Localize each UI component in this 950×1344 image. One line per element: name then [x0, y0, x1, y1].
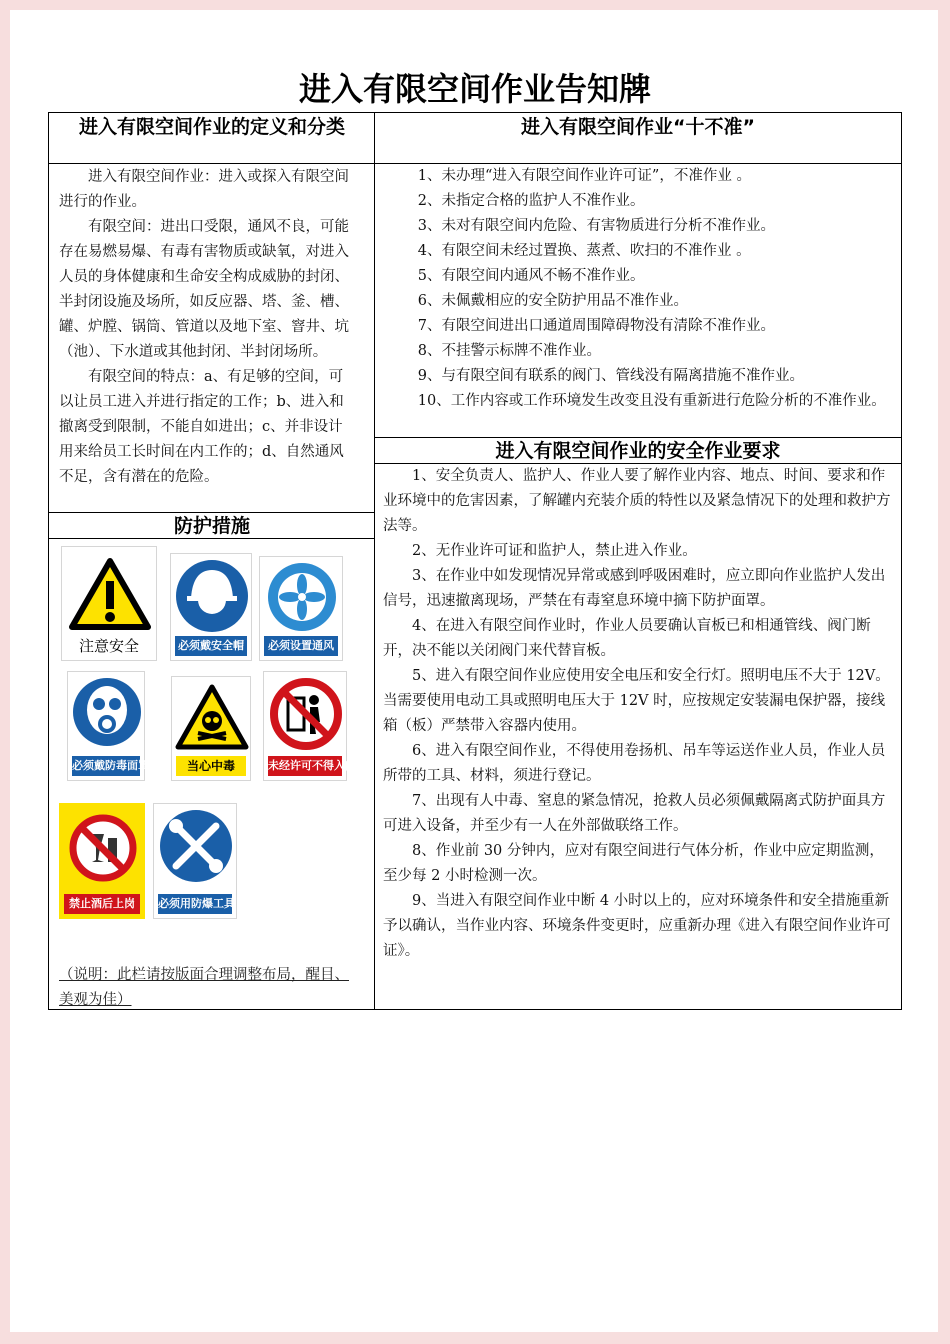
sign-caption: 必须戴防毒面罩 — [72, 756, 140, 776]
no-alcohol-icon — [60, 804, 146, 894]
requirement-item: 3、在作业中如发现情况异常或感到呼吸困难时，应立即向作业监护人发出信号，迅速撤离现场，严禁在有毒窒息环境中摘下防护面罩。 — [383, 568, 886, 609]
sign-caption: 当心中毒 — [176, 756, 246, 776]
sign-caption: 必须设置通风 — [264, 636, 338, 656]
gas-mask-icon — [68, 672, 146, 756]
requirement-item: 5、进入有限空间作业应使用安全电压和安全行灯。照明电压不大于 12V。当需要使用电动工具或照明电压大于 12V 时，应按规定安装漏电保护器，接线箱（板）严禁带入容器内使用。 — [383, 668, 890, 734]
rule-item: 3、未对有限空间内危险、有害物质进行分析不准作业。 — [417, 218, 776, 234]
sign-caption: 注意安全 — [78, 637, 139, 655]
requirement-item: 6、进入有限空间作业，不得使用卷扬机、吊车等运送作业人员，作业人员所带的工具、材料，须进行登记。 — [383, 743, 886, 784]
sign-no-entry — [263, 671, 356, 781]
layout-note: （说明：此栏请按版面合理调整布局，醒目、美观为佳） — [59, 967, 349, 1008]
fan-icon — [260, 557, 344, 637]
sign-helmet — [170, 553, 252, 661]
rule-item: 7、有限空间进出口通道周围障碍物没有清除不准作业。 — [417, 318, 776, 334]
sign-no-alcohol — [59, 803, 145, 919]
notice-table — [48, 112, 902, 1010]
tools-icon — [154, 804, 238, 894]
right-section-divider — [375, 437, 901, 438]
requirement-item: 2、无作业许可证和监护人，禁止进入作业。 — [412, 543, 697, 559]
requirement-item: 4、在进入有限空间作业时，作业人员要确认盲板已和相通管线、阀门断开，决不能以关闭阀门来代替盲板。 — [383, 618, 871, 659]
requirement-item: 7、出现有人中毒、窒息的紧急情况，抢救人员必须佩戴隔离式防护面具方可进入设备，并至少有一人在外部做联络工作。 — [383, 793, 886, 834]
requirement-item: 1、安全负责人、监护人、作业人要了解作业内容、地点、时间、要求和作业环境中的危害因素，了解罐内充装介质的特性以及紧急情况下的处理和救护方法等。 — [383, 468, 891, 534]
requirement-item: 8、作业前 30 分钟内，应对有限空间进行气体分析，作业中应定期监测，至少每 2 小时检测一次。 — [383, 843, 884, 884]
sign-caption: 必须用防爆工具 — [158, 894, 232, 914]
sign-explosion-proof-tools — [153, 803, 237, 919]
rule-item: 9、与有限空间有联系的阀门、管线没有隔离措施不准作业。 — [417, 368, 805, 384]
protection-heading: 防护措施 — [173, 515, 250, 537]
left-section-divider — [49, 512, 374, 513]
sign-gas-mask — [67, 671, 149, 781]
sign-caption: 必须戴安全帽 — [175, 636, 247, 656]
sign-caption: 禁止酒后上岗 — [64, 894, 140, 914]
skull-triangle-icon — [172, 677, 252, 757]
sign-caution — [61, 546, 157, 661]
no-entry-person-icon — [264, 672, 348, 758]
requirement-item: 9、当进入有限空间作业中断 4 小时以上的，应对环境条件和安全措施重新予以确认，当作业内容、环境条件变更时，应重新办理《进入有限空间作业许可证》。 — [383, 893, 891, 959]
left-heading-divider — [49, 538, 374, 539]
helmet-icon — [171, 554, 253, 638]
definition-text — [59, 165, 349, 490]
sign-poison — [171, 676, 251, 781]
rule-item: 6、未佩戴相应的安全防护用品不准作业。 — [417, 293, 689, 309]
rule-item: 5、有限空间内通风不畅不准作业。 — [417, 268, 645, 284]
definition-paragraph: 进入有限空间作业：进入或探入有限空间进行的作业。 — [59, 169, 349, 210]
column-divider — [374, 113, 375, 1009]
sign-caption: 未经许可不得入内 — [268, 756, 342, 776]
rule-item: 2、未指定合格的监护人不准作业。 — [417, 193, 645, 209]
rules-list — [383, 164, 895, 414]
rules-heading: 进入有限空间作业“十不准” — [521, 116, 755, 138]
rule-item: 8、不挂警示标牌不准作业。 — [417, 343, 602, 359]
definition-paragraph: 有限空间：进出口受限，通风不良，可能存在易燃易爆、有毒有害物质或缺氧，对进入人员的身体健康和生命安全构成威胁的封闭、半封闭设施及场所，如反应器、塔、釜、槽、罐、炉膛、锅筒、管道以及地下室、窨井、坑（池）、下水道或其他封闭、半封闭场所。 — [59, 219, 349, 360]
definition-paragraph: 有限空间的特点：a、有足够的空间，可以让员工进入并进行指定的工作；b、进入和撤离受到限制，不能自如进出；c、并非设计用来给员工长时间在内工作的；d、自然通风不足，含有潜在的危险。 — [59, 369, 344, 485]
warning-triangle-icon — [62, 547, 158, 637]
sign-ventilation — [259, 556, 343, 661]
page-title: 进入有限空间作业告知牌 — [298, 70, 651, 108]
requirements-heading: 进入有限空间作业的安全作业要求 — [495, 440, 781, 462]
rule-item: 10、工作内容或工作环境发生改变且没有重新进行危险分析的不准作业。 — [417, 393, 886, 409]
rule-item: 1、未办理“进入有限空间作业许可证”，不准作业 。 — [417, 168, 751, 184]
definition-heading: 进入有限空间作业的定义和分类 — [78, 116, 345, 138]
rule-item: 4、有限空间未经过置换、蒸煮、吹扫的不准作业 。 — [417, 243, 751, 259]
requirements-list — [383, 464, 895, 964]
